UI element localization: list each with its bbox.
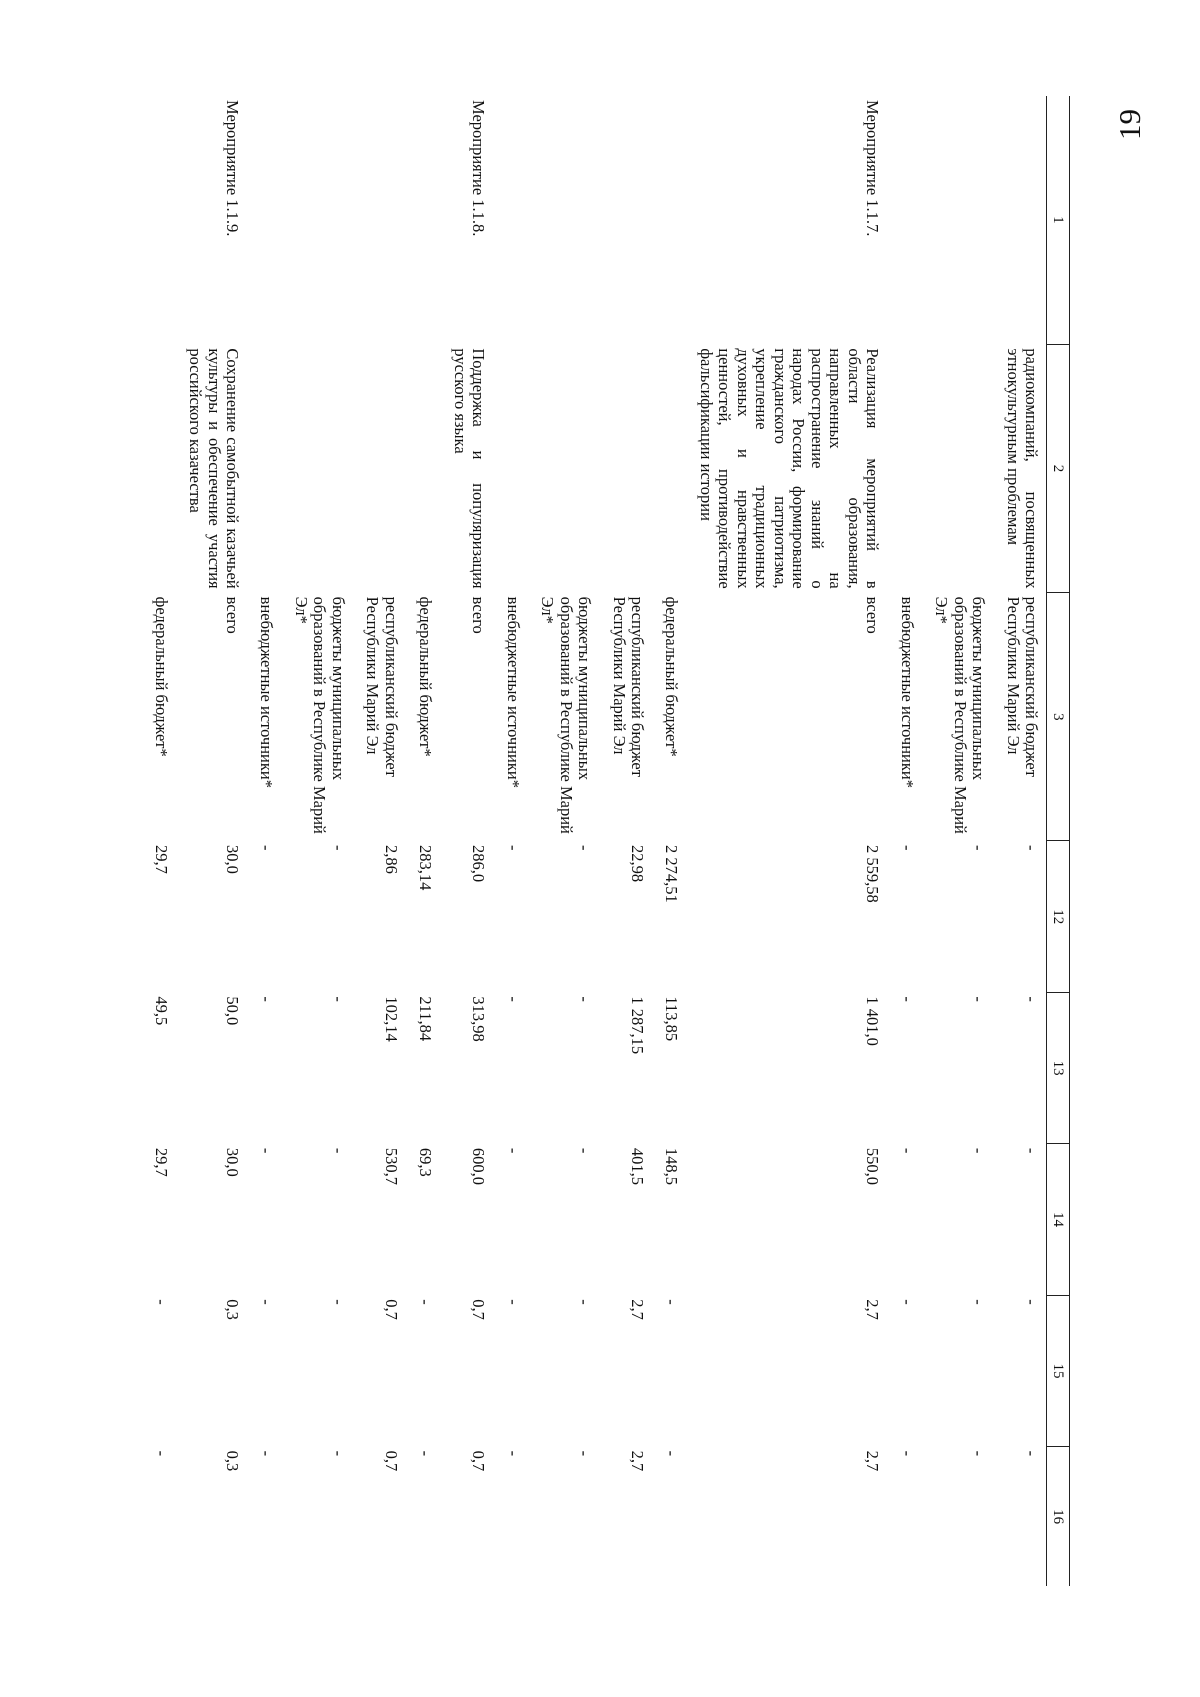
measure-label [599, 96, 652, 344]
measure-description [887, 344, 921, 592]
table-row [528, 96, 599, 1586]
measure-label [281, 96, 352, 344]
value-col-15: - [416, 1299, 436, 1305]
rotated-table-wrapper [151, 96, 1070, 1586]
measure-label [493, 96, 527, 344]
value-col-15: 0,7 [469, 1299, 489, 1320]
value-col-14: - [328, 1147, 348, 1154]
funding-source: федеральный бюджет* [151, 596, 171, 757]
measure-label [922, 96, 993, 344]
column-number: 16 [1047, 1447, 1070, 1586]
funding-source: всего [863, 596, 883, 634]
value-col-13: - [575, 996, 595, 1002]
funding-source: бюджеты муниципальных образований в Республике Марий Эл* [538, 596, 595, 834]
value-col-15: - [257, 1299, 277, 1305]
table-row [652, 96, 686, 1586]
measure-label: Мероприятие 1.1.9. [223, 100, 242, 237]
measure-description [599, 344, 652, 592]
value-col-16: - [151, 1450, 171, 1457]
measure-description [141, 344, 175, 592]
value-col-14: 29,7 [151, 1147, 171, 1177]
value-col-13: 113,85 [662, 996, 682, 1042]
value-col-13: - [1022, 996, 1041, 1002]
value-col-16: - [662, 1450, 682, 1457]
value-col-13: - [897, 996, 917, 1002]
measure-description [353, 344, 406, 592]
column-number: 13 [1047, 992, 1070, 1143]
measure-label [141, 96, 175, 344]
value-col-15: - [662, 1299, 682, 1305]
value-col-16: - [257, 1450, 277, 1457]
value-col-15: - [897, 1299, 917, 1305]
value-col-15: - [575, 1299, 595, 1305]
value-col-16: - [969, 1450, 989, 1457]
column-number: 3 [1047, 593, 1070, 841]
funding-source: бюджеты муниципальных образований в Республике Марий Эл* [291, 596, 348, 834]
value-col-12: 22,98 [628, 844, 648, 883]
value-col-13: - [328, 996, 348, 1002]
value-col-14: 30,0 [223, 1147, 242, 1177]
value-col-16: 2,7 [863, 1450, 883, 1472]
value-col-15: - [328, 1299, 348, 1305]
value-col-13: 211,84 [416, 996, 436, 1042]
measure-description: Поддержка и популяризация русского языка [450, 348, 489, 589]
value-col-14: 530,7 [381, 1147, 401, 1185]
table-row [993, 96, 1046, 1586]
value-col-12: 2 274,51 [662, 844, 682, 903]
measure-label [993, 96, 1046, 344]
column-number-row [1047, 96, 1070, 1586]
table-row [353, 96, 406, 1586]
value-col-12: - [969, 844, 989, 851]
value-col-13: - [969, 996, 989, 1002]
measure-description [406, 344, 440, 592]
measure-label [652, 96, 686, 344]
budget-table [141, 96, 1070, 1586]
page-number: 19 [1112, 109, 1147, 140]
value-col-16: - [575, 1450, 595, 1457]
measure-label [887, 96, 921, 344]
measure-description [922, 344, 993, 592]
measure-label [247, 96, 281, 344]
value-col-15: - [151, 1299, 171, 1305]
value-col-16: - [328, 1450, 348, 1457]
measure-description: Сохранение самобытной казачьей культуры и обеспечение участия российского казачества [186, 348, 242, 589]
value-col-13: 102,14 [381, 996, 401, 1042]
value-col-15: 2,7 [628, 1299, 648, 1320]
measure-label [353, 96, 406, 344]
table-row [493, 96, 527, 1586]
column-number: 14 [1047, 1144, 1070, 1295]
measure-description: Реализация мероприятий в области образования, направленных на распространение знаний о народах России, формирование гражданского патриотизма, укрепление традиционных духовных и нравственных ценностей, противодействие фальсификации истории [696, 348, 883, 589]
funding-source: республиканский бюджет Республики Марий Эл [363, 596, 401, 777]
funding-source: федеральный бюджет* [416, 596, 436, 757]
value-col-13: - [503, 996, 523, 1002]
value-col-13: 1 287,15 [628, 996, 648, 1055]
value-col-12: - [503, 844, 523, 851]
value-col-12: - [1022, 844, 1041, 851]
funding-source: республиканский бюджет Республики Марий Эл [1003, 596, 1041, 777]
value-col-14: - [969, 1147, 989, 1154]
value-col-14: 550,0 [863, 1147, 883, 1185]
measure-label [528, 96, 599, 344]
table-row [281, 96, 352, 1586]
value-col-15: 0,7 [381, 1299, 401, 1320]
value-col-15: 2,7 [863, 1299, 883, 1320]
table-row [440, 96, 493, 1586]
value-col-16: 0,3 [223, 1450, 242, 1472]
value-col-12: 2,86 [381, 844, 401, 874]
value-col-13: 313,98 [469, 996, 489, 1042]
table-row [687, 96, 888, 1586]
table-row [406, 96, 440, 1586]
value-col-12: 286,0 [469, 844, 489, 883]
value-col-16: - [897, 1450, 917, 1457]
value-col-14: - [1022, 1147, 1041, 1154]
value-col-13: 1 401,0 [863, 996, 883, 1046]
funding-source: внебюджетные источники* [503, 596, 523, 788]
value-col-16: 0,7 [381, 1450, 401, 1472]
table-row [922, 96, 993, 1586]
value-col-12: 283,14 [416, 844, 436, 891]
value-col-13: - [257, 996, 277, 1002]
funding-source: внебюджетные источники* [897, 596, 917, 788]
measure-label: Мероприятие 1.1.8. [469, 100, 489, 237]
value-col-15: - [503, 1299, 523, 1305]
value-col-14: 69,3 [416, 1147, 436, 1177]
table-row [599, 96, 652, 1586]
value-col-14: - [575, 1147, 595, 1154]
value-col-16: - [503, 1450, 523, 1457]
value-col-16: - [416, 1450, 436, 1457]
measure-description [247, 344, 281, 592]
table-row [247, 96, 281, 1586]
value-col-15: - [969, 1299, 989, 1305]
measure-label: Мероприятие 1.1.7. [863, 100, 883, 237]
funding-source: всего [469, 596, 489, 634]
funding-source: республиканский бюджет Республики Марий Эл [609, 596, 648, 777]
value-col-12: 29,7 [151, 844, 171, 874]
value-col-13: 49,5 [151, 996, 171, 1026]
value-col-12: - [328, 844, 348, 851]
value-col-12: 30,0 [223, 844, 242, 874]
value-col-12: - [257, 844, 277, 851]
measure-label [406, 96, 440, 344]
column-number: 12 [1047, 841, 1070, 992]
value-col-12: 2 559,58 [863, 844, 883, 903]
funding-source: внебюджетные источники* [257, 596, 277, 788]
value-col-15: 0,3 [223, 1299, 242, 1320]
value-col-16: - [1022, 1450, 1041, 1457]
table-row [176, 96, 247, 1586]
value-col-14: 401,5 [628, 1147, 648, 1185]
table-row [887, 96, 921, 1586]
measure-description [281, 344, 352, 592]
column-number: 2 [1047, 344, 1070, 592]
value-col-14: - [503, 1147, 523, 1154]
value-col-14: 600,0 [469, 1147, 489, 1185]
measure-description: радиокомпаний, посвященных этнокультурным проблемам [1003, 348, 1041, 589]
value-col-16: 0,7 [469, 1450, 489, 1472]
funding-source: федеральный бюджет* [662, 596, 682, 757]
value-col-13: 50,0 [223, 996, 242, 1026]
column-number: 15 [1047, 1295, 1070, 1446]
value-col-12: - [575, 844, 595, 851]
value-col-14: - [257, 1147, 277, 1154]
value-col-14: - [897, 1147, 917, 1154]
value-col-15: - [1022, 1299, 1041, 1305]
funding-source: бюджеты муниципальных образований в Республике Марий Эл* [932, 596, 989, 834]
table-row [141, 96, 175, 1586]
measure-description [652, 344, 686, 592]
value-col-14: 148,5 [662, 1147, 682, 1185]
value-col-16: 2,7 [628, 1450, 648, 1472]
value-col-12: - [897, 844, 917, 851]
funding-source: всего [223, 596, 242, 634]
measure-description [493, 344, 527, 592]
measure-description [528, 344, 599, 592]
column-number: 1 [1047, 96, 1070, 344]
